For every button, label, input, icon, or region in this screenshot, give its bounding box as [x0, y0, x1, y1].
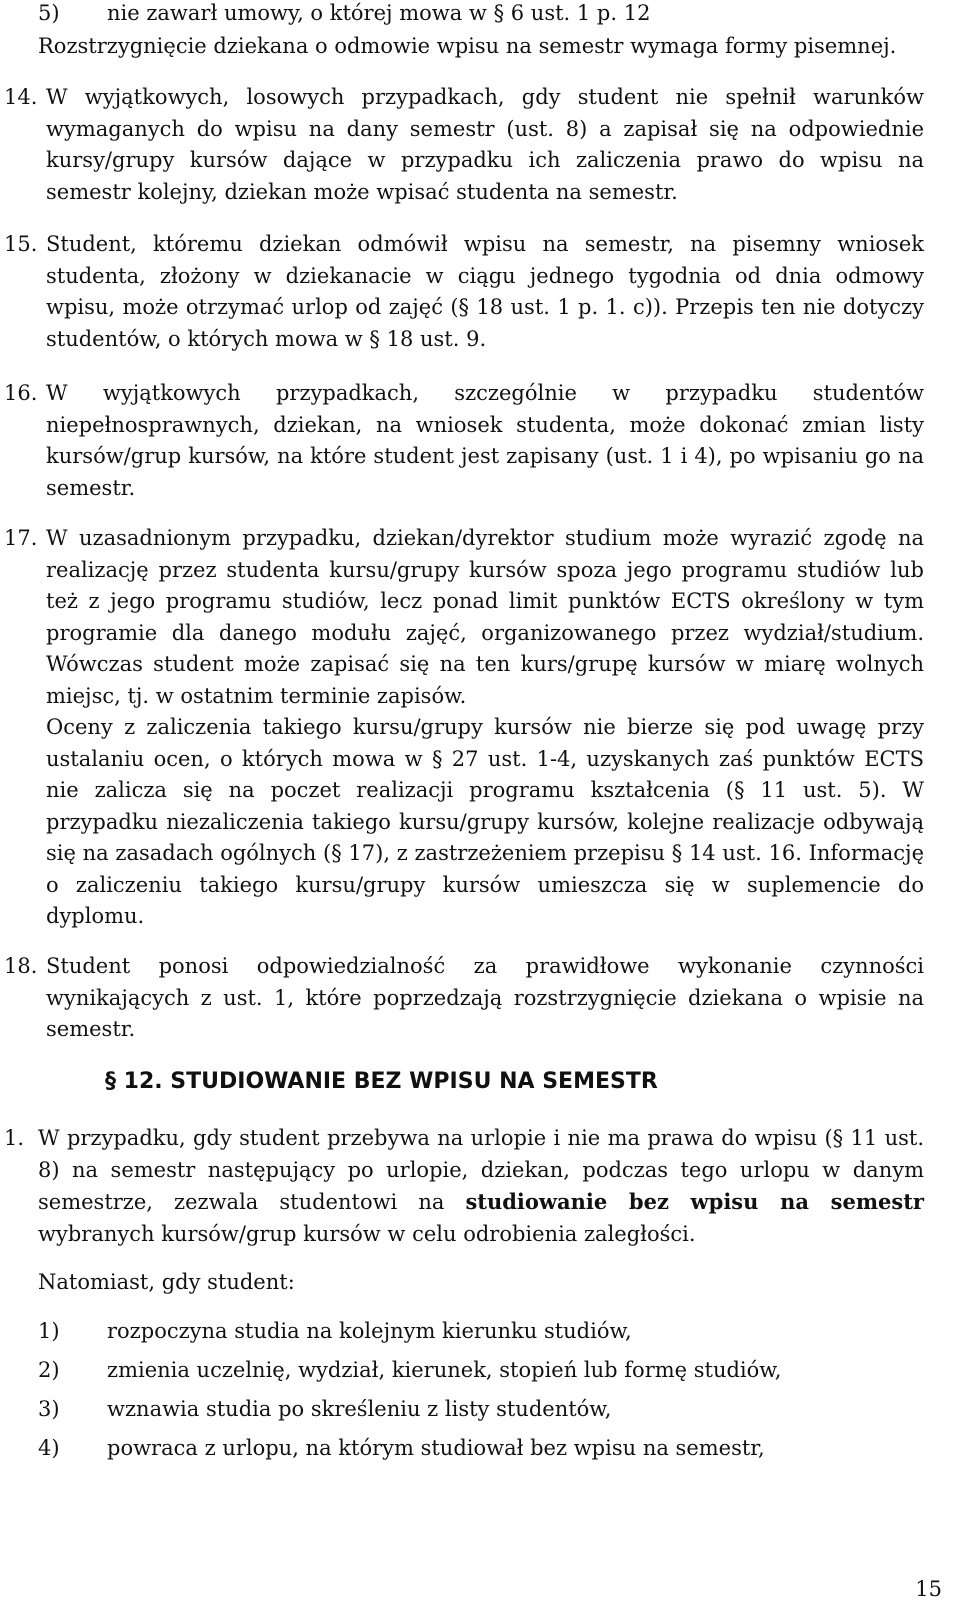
- paragraph-text: wybranych kursów/grup kursów w celu odrobienia zaległości.: [38, 1221, 696, 1246]
- list-item-text: wznawia studia po skreśleniu z listy studentów,: [107, 1397, 612, 1421]
- list-item-text: zmienia uczelnię, wydział, kierunek, stopień lub formę studiów,: [107, 1358, 782, 1382]
- list-item-number: 5): [38, 1, 60, 25]
- list-item-number: 4): [38, 1436, 60, 1460]
- paragraph-number: 16.: [4, 381, 38, 405]
- list-item-text: nie zawarł umowy, o której mowa w § 6 ust. 1 p. 12: [107, 1, 651, 25]
- list-item-number: 1): [38, 1319, 60, 1343]
- paragraph-number: 17.: [4, 526, 38, 550]
- conditions-intro: Natomiast, gdy student:: [38, 1270, 295, 1294]
- section-heading: § 12. STUDIOWANIE BEZ WPISU NA SEMESTR: [105, 1069, 658, 1094]
- decision-sentence: Rozstrzygnięcie dziekana o odmowie wpisu na semestr wymaga formy pisemnej.: [38, 34, 897, 58]
- list-item-number: 2): [38, 1358, 60, 1382]
- paragraph-number: 14.: [4, 85, 38, 109]
- paragraph-15: Student, któremu dziekan odmówił wpisu na semestr, na pisemny wniosek studenta, złożony w dziekanacie w ciągu jednego tygodnia od dnia odmowy wpisu, może otrzymać urlop od zajęć (§ 18 ust. 1 p. 1. c)). Przepis ten nie dotyczy studentów, o których mowa w § 18 ust. 9.: [46, 232, 924, 351]
- list-item-text: rozpoczyna studia na kolejnym kierunku studiów,: [107, 1319, 632, 1343]
- paragraph-18: Student ponosi odpowiedzialność za prawidłowe wykonanie czynności wynikających z ust. 1, które poprzedzają rozstrzygnięcie dziekana o wpisie na semestr.: [46, 954, 924, 1041]
- paragraph-number: 18.: [4, 954, 38, 978]
- paragraph-number: 15.: [4, 232, 38, 256]
- paragraph-17-part-a: W uzasadnionym przypadku, dziekan/dyrektor studium może wyrazić zgodę na realizację przez studenta kursu/grupy kursów spoza jego programu studiów lub też z jego programu studiów, lecz ponad limit punktów ECTS określony w tym programie dla danego modułu zajęć, organizowanego przez wydział/studium. Wówczas student może zapisać się na ten kurs/grupę kursów w miarę wolnych miejsc, tj. w ostatnim terminie zapisów.: [46, 526, 924, 708]
- paragraph-17-part-b: Oceny z zaliczenia takiego kursu/grupy kursów nie bierze się pod uwagę przy ustalaniu ocen, o których mowa w § 27 ust. 1-4, uzyskanych zaś punktów ECTS nie zalicza się na poczet realizacji programu kształcenia (§ 11 ust. 5). W przypadku niezaliczenia takiego kursu/grupy kursów, kolejne realizacje odbywają się na zasadach ogólnych (§ 17), z zastrzeżeniem przepisu § 14 ust. 16. Informację o zaliczeniu takiego kursu/grupy kursów umieszcza się w suplemencie do dyplomu.: [46, 715, 924, 928]
- paragraph-text: W przypadku, gdy student przebywa na urlopie i nie ma prawa do wpisu (§ 11 ust. 8) na semestr następujący po urlopie, dziekan, podczas tego urlopu w danym semestrze, zezwala studentowi na: [38, 1126, 924, 1214]
- emphasized-term: studiowanie bez wpisu na semestr: [465, 1189, 924, 1214]
- paragraph-16: W wyjątkowych przypadkach, szczególnie w przypadku studentów niepełnosprawnych, dziekan, na wniosek studenta, może dokonać zmian listy kursów/grup kursów, na które student jest zapisany (ust. 1 i 4), po wpisaniu go na semestr.: [46, 381, 924, 500]
- paragraph-number: 1.: [4, 1126, 25, 1150]
- list-item-text: powraca z urlopu, na którym studiował bez wpisu na semestr,: [107, 1436, 765, 1460]
- paragraph-14: W wyjątkowych, losowych przypadkach, gdy student nie spełnił warunków wymaganych do wpisu na dany semestr (ust. 8) a zapisał się na odpowiednie kursy/grupy kursów dające w przypadku ich zaliczenia prawo do wpisu na semestr kolejny, dziekan może wpisać studenta na semestr.: [46, 85, 924, 204]
- page-number: 15: [915, 1577, 942, 1601]
- section-paragraph-1: [38, 1123, 924, 1250]
- list-item-number: 3): [38, 1397, 60, 1421]
